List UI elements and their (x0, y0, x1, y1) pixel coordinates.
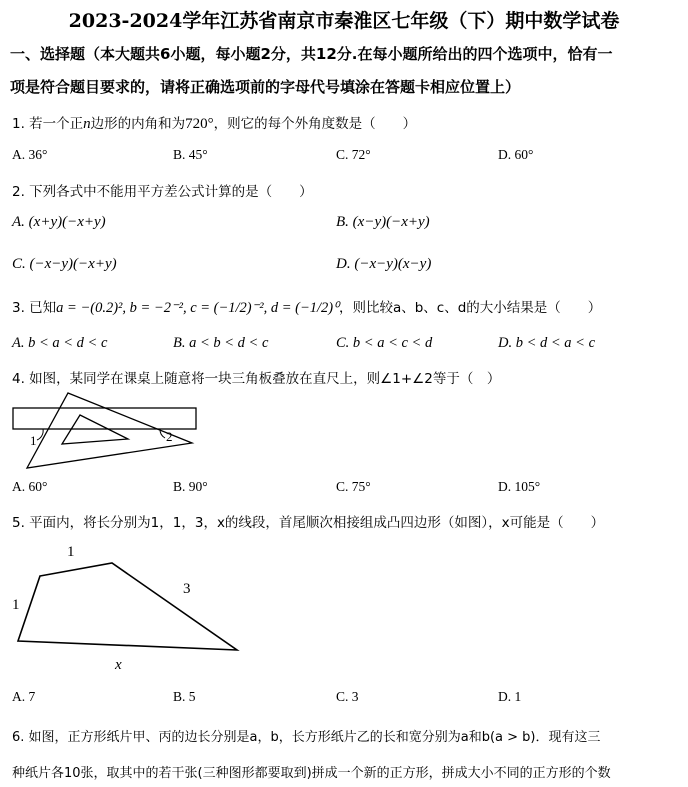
q3-option-d[interactable]: D. b < d < a < c (498, 335, 596, 351)
question-5-stem: 5. 平面内，将长分别为1，1，3，x的线段，首尾顺次相接组成凸四边形（如图），x可能是（ ） (12, 515, 605, 531)
q3-suffix: ，则比较a、b、c、d的大小结果是（ ） (338, 300, 602, 316)
side-label-right: 3 (183, 581, 191, 597)
q4-option-b[interactable]: B. 90° (173, 479, 208, 494)
q2-option-b[interactable]: B. (x−y)(−x+y) (336, 214, 430, 230)
q4-option-a[interactable]: A. 60° (12, 479, 48, 494)
angle-1-label: 1 (30, 433, 37, 448)
q2-option-a[interactable]: A. (x+y)(−x+y) (12, 214, 106, 230)
q5-option-d[interactable]: D. 1 (498, 689, 522, 704)
question-6-line2: 种纸片各10张，取其中的若干张(三种图形都要取到)拼成一个新的正方形，拼成大小不同的正方形的个数 (12, 766, 611, 781)
section-heading-line2: 项是符合题目要求的，请将正确选项前的字母代号填涂在答题卡相应位置上） (10, 78, 521, 96)
quadrilateral-figure (5, 535, 265, 675)
question-1-stem (12, 112, 416, 133)
angle-2-label: 2 (166, 429, 173, 444)
side-label-left: 1 (12, 597, 20, 613)
q1-prefix: 1. 若一个正 (12, 116, 84, 132)
q3-prefix: 3. 已知 (12, 300, 57, 316)
q5-option-c[interactable]: C. 3 (336, 689, 359, 704)
q3-expr: a = −(0.2)², b = −2⁻², c = (−1/2)⁻², d = (−1/2)⁰ (56, 300, 339, 316)
q5-option-b[interactable]: B. 5 (173, 689, 196, 704)
q4-option-c[interactable]: C. 75° (336, 479, 371, 494)
q3-option-a[interactable]: A. b < a < d < c (12, 335, 108, 351)
q1-angle: 720° (185, 116, 214, 132)
question-2-stem: 2. 下列各式中不能用平方差公式计算的是（ ） (12, 184, 313, 200)
page-title: 2023-2024学年江苏省南京市秦淮区七年级（下）期中数学试卷 (68, 10, 620, 32)
ruler (13, 408, 196, 429)
q2-option-c[interactable]: C. (−x−y)(−x+y) (12, 256, 117, 272)
q1-option-c[interactable]: C. 72° (336, 147, 371, 162)
q1-mid: 边形的内角和为 (90, 116, 186, 132)
question-3-stem (12, 296, 601, 317)
section-heading-line1: 一、选择题（本大题共6小题，每小题2分，共12分.在每小题所给出的四个选项中，恰有一 (10, 45, 613, 63)
q3-option-c[interactable]: C. b < a < c < d (336, 335, 433, 351)
q4-option-d[interactable]: D. 105° (498, 479, 541, 494)
question-6-line1: 6. 如图，正方形纸片甲、丙的边长分别是a，b，长方形纸片乙的长和宽分别为a和b(a > b)．现有这三 (12, 730, 601, 745)
side-label-bottom: x (115, 657, 122, 673)
q1-var: n (83, 116, 91, 132)
side-label-top: 1 (67, 544, 75, 560)
quadrilateral (18, 563, 237, 650)
ruler-triangle-figure (10, 388, 205, 473)
q1-option-d[interactable]: D. 60° (498, 147, 534, 162)
q2-option-d[interactable]: D. (−x−y)(x−y) (336, 256, 432, 272)
q1-option-a[interactable]: A. 36° (12, 147, 48, 162)
question-4-stem: 4. 如图，某同学在课桌上随意将一块三角板叠放在直尺上，则∠1+∠2等于（ ） (12, 371, 501, 387)
q1-option-b[interactable]: B. 45° (173, 147, 208, 162)
q5-option-a[interactable]: A. 7 (12, 689, 36, 704)
angle-1-arc (37, 429, 43, 440)
q1-suffix: ，则它的每个外角度数是（ ） (213, 116, 417, 132)
q3-option-b[interactable]: B. a < b < d < c (173, 335, 269, 351)
